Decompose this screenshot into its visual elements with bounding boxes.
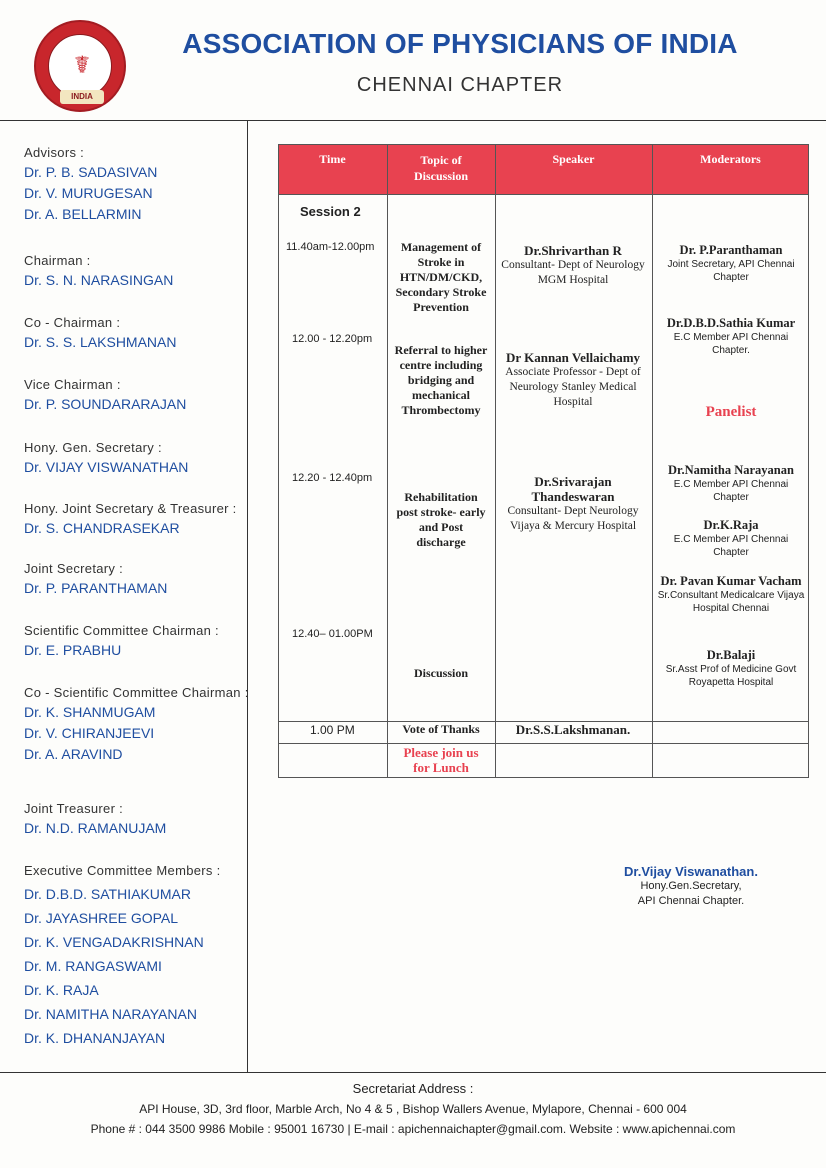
signatory-name: Dr.Vijay Viswanathan. bbox=[624, 864, 758, 879]
time-slot: 1.00 PM bbox=[310, 723, 355, 737]
page-subtitle: CHENNAI CHAPTER bbox=[356, 74, 564, 96]
member-name: Dr. N.D. RAMANUJAM bbox=[24, 820, 167, 836]
member-name: Dr. K. VENGADAKRISHNAN bbox=[24, 934, 204, 950]
caduceus-icon: ☤ bbox=[73, 52, 91, 79]
header-time: Time bbox=[319, 152, 346, 166]
chairman-group bbox=[24, 253, 254, 288]
header-divider bbox=[0, 120, 826, 121]
group-label: Scientific Committee Chairman : bbox=[24, 623, 219, 638]
footer-title: Secretariat Address : bbox=[352, 1081, 474, 1096]
footer-divider bbox=[0, 1072, 826, 1073]
topic-cell: Rehabilitation post stroke- early and Post discharge bbox=[396, 490, 486, 549]
speaker-name: Dr.Srivarajan Thandeswaran bbox=[531, 474, 615, 504]
panelist-role: Sr.Consultant Medicalcare Vijaya Hospital Chennai bbox=[657, 590, 805, 614]
group-label: Co - Chairman : bbox=[24, 315, 121, 330]
topic-cell: Discussion bbox=[413, 666, 469, 680]
joint-treasurer-group bbox=[24, 801, 254, 836]
panelist-cell bbox=[656, 648, 806, 689]
member-name: Dr. K. SHANMUGAM bbox=[24, 704, 156, 720]
moderator-role: E.C Member API Chennai Chapter. bbox=[673, 332, 789, 356]
footer-contact: Phone # : 044 3500 9986 Mobile : 95001 16730 | E-mail : apichennaichapter@gmail.com. Website : www.apichennai.com bbox=[90, 1122, 736, 1136]
executive-committee-group bbox=[24, 863, 254, 1046]
member-name: Dr. K. RAJA bbox=[24, 982, 99, 998]
logo-band: INDIA bbox=[60, 90, 104, 104]
speaker-affiliation: Associate Professor - Dept of Neurology Stanley Medical Hospital bbox=[505, 366, 641, 408]
panelist-role: E.C Member API Chennai Chapter bbox=[673, 479, 789, 503]
header-moderators: Moderators bbox=[700, 152, 761, 166]
member-name: Dr. D.B.D. SATHIAKUMAR bbox=[24, 886, 191, 902]
topic-cell: Referral to higher centre including bridging and mechanical Thrombectomy bbox=[394, 343, 488, 417]
member-name: Dr. S. N. NARASINGAN bbox=[24, 272, 174, 288]
panelist-label: Panelist bbox=[705, 404, 757, 420]
speaker-name: Dr Kannan Vellaichamy bbox=[505, 350, 641, 365]
member-name: Dr. V. CHIRANJEEVI bbox=[24, 725, 155, 741]
panelist-cell bbox=[656, 463, 806, 504]
joint-secretary-treasurer-group bbox=[24, 501, 254, 536]
grid-line bbox=[278, 144, 808, 145]
member-name: Dr. E. PRABHU bbox=[24, 642, 122, 658]
panelist-name: Dr.Balaji bbox=[706, 648, 756, 662]
speaker-cell bbox=[498, 243, 648, 288]
member-name: Dr. A. ARAVIND bbox=[24, 746, 123, 762]
member-name: Dr. V. MURUGESAN bbox=[24, 185, 153, 201]
grid-line bbox=[278, 144, 279, 778]
moderator-name: Dr. P.Paranthaman bbox=[679, 243, 783, 257]
group-label: Vice Chairman : bbox=[24, 377, 121, 392]
session-label: Session 2 bbox=[300, 204, 361, 219]
grid-line bbox=[495, 144, 496, 778]
group-label: Joint Treasurer : bbox=[24, 801, 124, 816]
signatory-title: Hony.Gen.Secretary, bbox=[640, 880, 742, 892]
signature-block bbox=[600, 864, 782, 909]
signatory-org: API Chennai Chapter. bbox=[637, 895, 745, 907]
moderator-role: Joint Secretary, API Chennai Chapter bbox=[667, 259, 795, 283]
member-name: Dr. JAYASHREE GOPAL bbox=[24, 910, 179, 926]
grid-line bbox=[387, 144, 388, 778]
footer-address: API House, 3D, 3rd floor, Marble Arch, No 4 & 5 , Bishop Wallers Avenue, Mylapore, Chennai - 600 004 bbox=[139, 1102, 687, 1116]
gen-secretary-group bbox=[24, 440, 254, 475]
speaker-affiliation: Consultant- Dept of Neurology MGM Hospital bbox=[501, 259, 645, 286]
panelist-name: Dr. Pavan Kumar Vacham bbox=[660, 574, 802, 588]
moderator-cell bbox=[656, 316, 806, 357]
scientific-chairman-group bbox=[24, 623, 254, 658]
group-label: Chairman : bbox=[24, 253, 91, 268]
page-title: ASSOCIATION OF PHYSICIANS OF INDIA bbox=[182, 28, 738, 59]
group-label: Hony. Gen. Secretary : bbox=[24, 440, 162, 455]
group-label: Co - Scientific Committee Chairman : bbox=[24, 685, 249, 700]
header-topic: Topic of Discussion bbox=[413, 153, 469, 183]
member-name: Dr. S. CHANDRASEKAR bbox=[24, 520, 180, 536]
group-label: Executive Committee Members : bbox=[24, 863, 221, 878]
grid-line bbox=[808, 144, 809, 778]
time-slot: 11.40am-12.00pm bbox=[286, 241, 375, 253]
panelist-name: Dr.Namitha Narayanan bbox=[668, 463, 794, 477]
panelist-role: E.C Member API Chennai Chapter bbox=[673, 534, 789, 558]
api-logo bbox=[34, 20, 126, 112]
panelist-cell bbox=[656, 574, 806, 615]
member-name: Dr. K. DHANANJAYAN bbox=[24, 1030, 166, 1046]
vice-chairman-group bbox=[24, 377, 254, 412]
group-label: Joint Secretary : bbox=[24, 561, 124, 576]
member-name: Dr. P. PARANTHAMAN bbox=[24, 580, 168, 596]
time-slot: 12.20 - 12.40pm bbox=[292, 472, 373, 484]
speaker-name: Dr.S.S.Lakshmanan. bbox=[515, 722, 631, 737]
panelist-name: Dr.K.Raja bbox=[703, 518, 759, 532]
advisors-group bbox=[24, 145, 254, 222]
co-scientific-chairman-group bbox=[24, 685, 254, 762]
member-name: Dr. M. RANGASWAMI bbox=[24, 958, 162, 974]
member-name: Dr. A. BELLARMIN bbox=[24, 206, 142, 222]
speaker-cell bbox=[498, 350, 648, 410]
panelist-role: Sr.Asst Prof of Medicine Govt Royapetta Hospital bbox=[665, 664, 797, 688]
moderator-name: Dr.D.B.D.Sathia Kumar bbox=[666, 316, 796, 330]
topic-cell: Management of Stroke in HTN/DM/CKD, Secondary Stroke Prevention bbox=[395, 240, 487, 314]
group-label: Advisors : bbox=[24, 145, 85, 160]
member-name: Dr. NAMITHA NARAYANAN bbox=[24, 1006, 197, 1022]
member-name: Dr. P. B. SADASIVAN bbox=[24, 164, 158, 180]
joint-secretary-group bbox=[24, 561, 254, 596]
moderator-cell bbox=[656, 243, 806, 284]
member-name: Dr. P. SOUNDARARAJAN bbox=[24, 396, 187, 412]
time-slot: 12.00 - 12.20pm bbox=[292, 333, 373, 345]
grid-line bbox=[278, 777, 808, 778]
lunch-note: Please join us for Lunch bbox=[403, 745, 479, 775]
group-label: Hony. Joint Secretary & Treasurer : bbox=[24, 501, 237, 516]
time-slot: 12.40– 01.00PM bbox=[292, 628, 373, 640]
speaker-name: Dr.Shrivarthan R bbox=[524, 243, 622, 258]
grid-line bbox=[652, 144, 653, 778]
member-name: Dr. S. S. LAKSHMANAN bbox=[24, 334, 177, 350]
topic-cell: Vote of Thanks bbox=[402, 722, 480, 736]
speaker-cell bbox=[498, 474, 648, 534]
speaker-affiliation: Consultant- Dept Neurology Vijaya & Mercury Hospital bbox=[507, 505, 639, 532]
panelist-cell bbox=[656, 518, 806, 559]
grid-line bbox=[278, 743, 808, 744]
member-name: Dr. VIJAY VISWANATHAN bbox=[24, 459, 189, 475]
grid-line bbox=[278, 194, 808, 195]
header-speaker: Speaker bbox=[552, 152, 595, 166]
speaker-cell bbox=[498, 722, 648, 737]
co-chairman-group bbox=[24, 315, 254, 350]
